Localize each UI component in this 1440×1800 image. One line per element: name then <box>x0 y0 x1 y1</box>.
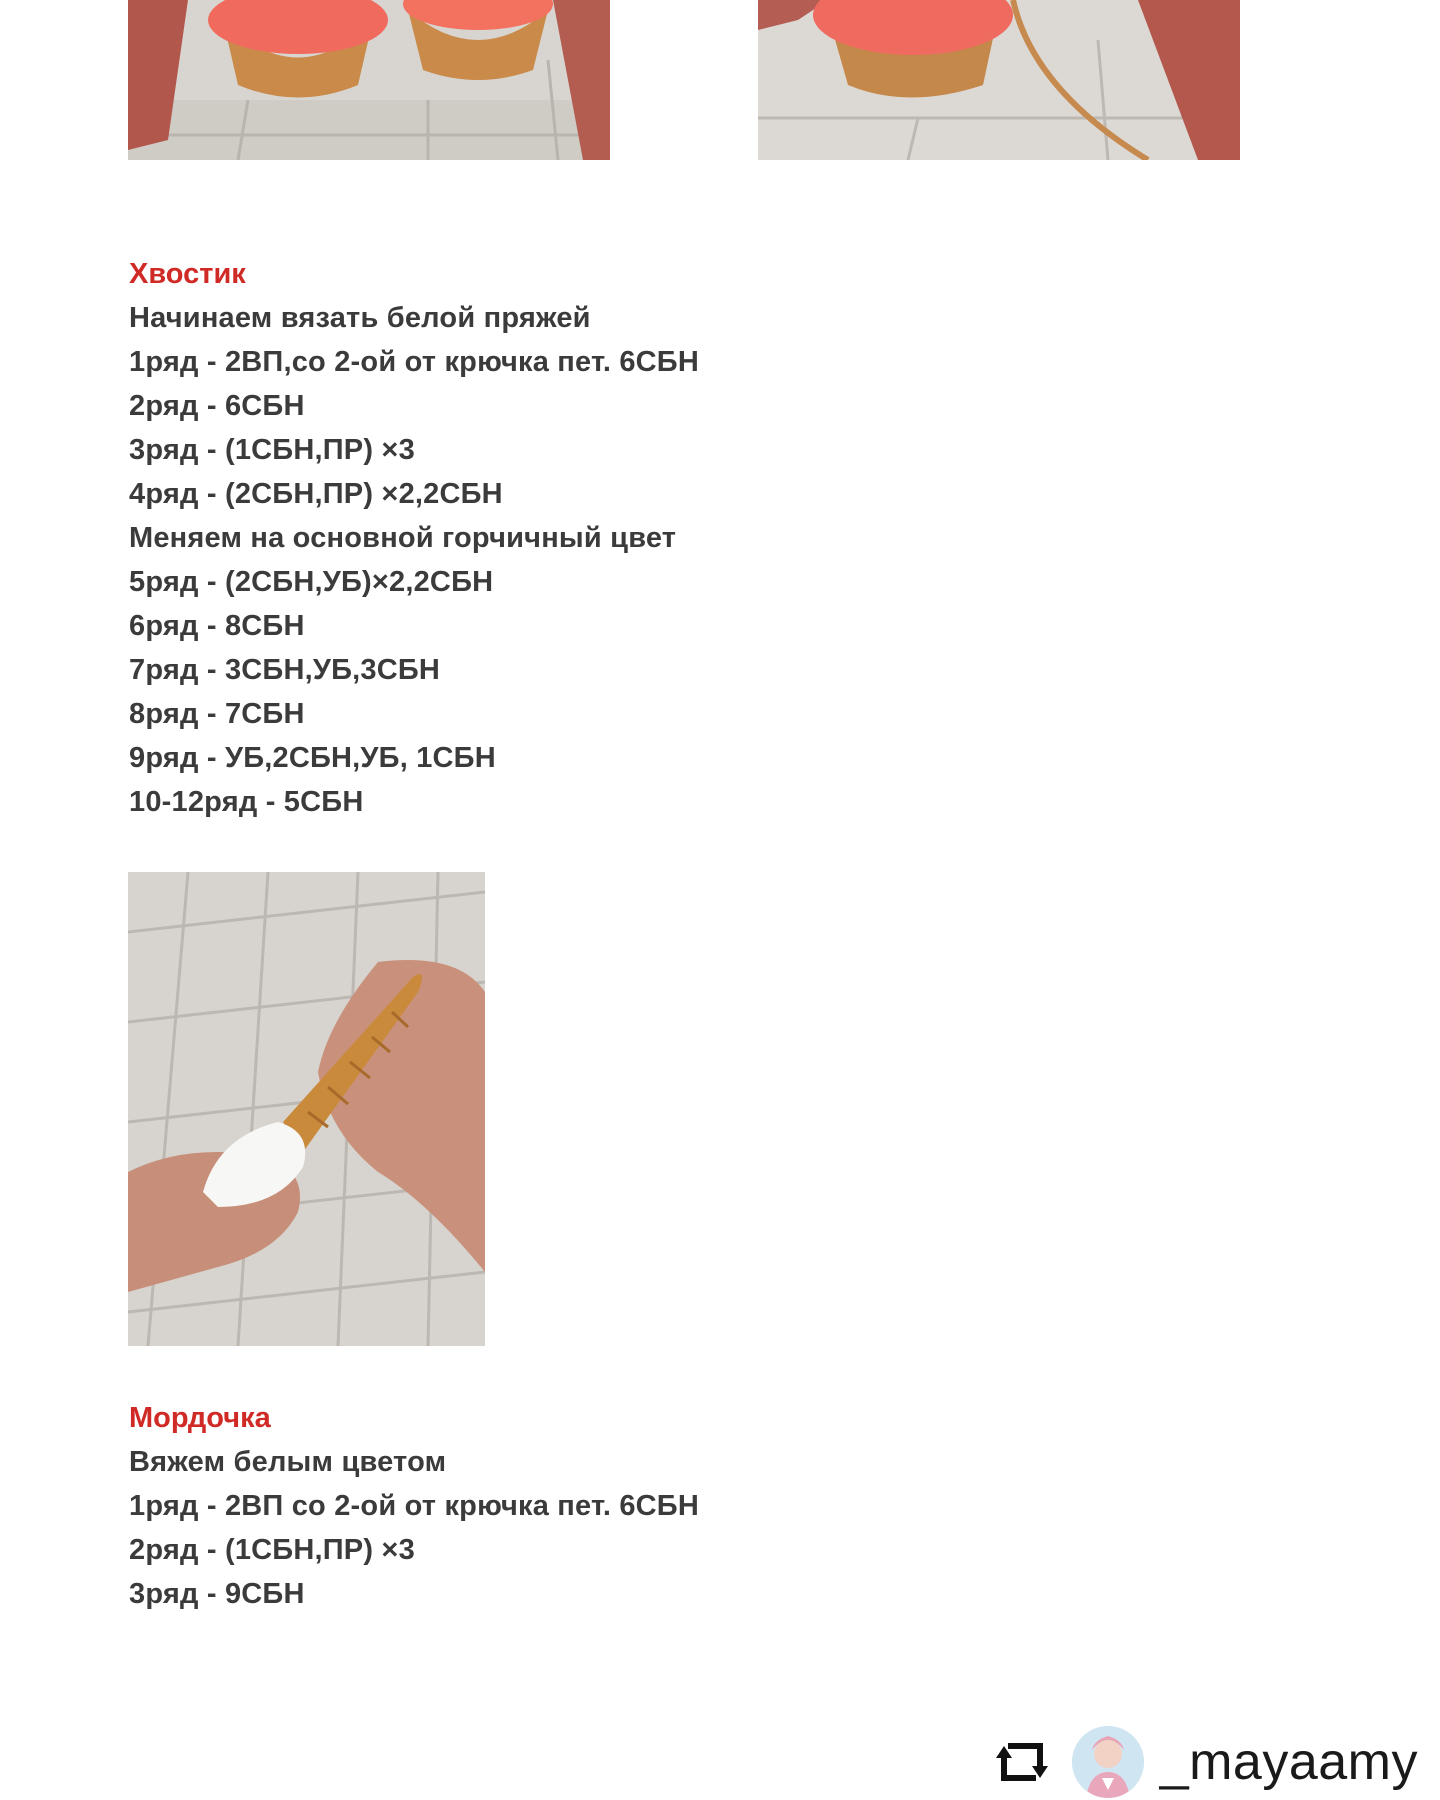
muzzle-instruction-line: Вяжем белым цветом <box>129 1446 447 1478</box>
tail-instruction-line: 7ряд - 3СБН,УБ,3СБН <box>129 654 441 686</box>
tail-instruction-line: 3ряд - (1СБН,ПР) ×3 <box>129 434 415 466</box>
muzzle-instruction-line: 2ряд - (1СБН,ПР) ×3 <box>129 1534 415 1566</box>
tail-instruction-line: Меняем на основной горчичный цвет <box>129 522 677 554</box>
tail-section-title: Хвостик <box>129 258 246 290</box>
tail-instruction-line: 5ряд - (2СБН,УБ)×2,2СБН <box>129 566 494 598</box>
avatar[interactable] <box>1072 1726 1144 1798</box>
tail-instruction-line: 1ряд - 2ВП,со 2-ой от крючка пет. 6СБН <box>129 346 699 378</box>
muzzle-instruction-line: 3ряд - 9СБН <box>129 1578 305 1610</box>
repost-icon <box>996 1742 1048 1782</box>
tail-instruction-line: 4ряд - (2СБН,ПР) ×2,2СБН <box>129 478 503 510</box>
tail-instruction-line: Начинаем вязать белой пряжей <box>129 302 591 334</box>
tail-instruction-line: 8ряд - 7СБН <box>129 698 305 730</box>
photo-crochet-tail <box>128 872 485 1346</box>
tail-instruction-line: 2ряд - 6СБН <box>129 390 305 422</box>
tail-section <box>129 252 699 824</box>
tail-instruction-line: 10-12ряд - 5СБН <box>129 786 364 818</box>
photo-crochet-top-right <box>758 0 1240 160</box>
tail-instruction-line: 6ряд - 8СБН <box>129 610 305 642</box>
muzzle-section <box>129 1396 699 1616</box>
muzzle-section-title: Мордочка <box>129 1402 271 1434</box>
repost-attribution <box>996 1724 1418 1800</box>
photo-crochet-top-left <box>128 0 610 160</box>
tail-instruction-line: 9ряд - УБ,2СБН,УБ, 1СБН <box>129 742 496 774</box>
muzzle-instruction-line: 1ряд - 2ВП со 2-ой от крючка пет. 6СБН <box>129 1490 699 1522</box>
username[interactable]: _mayaamy <box>1159 1733 1418 1791</box>
